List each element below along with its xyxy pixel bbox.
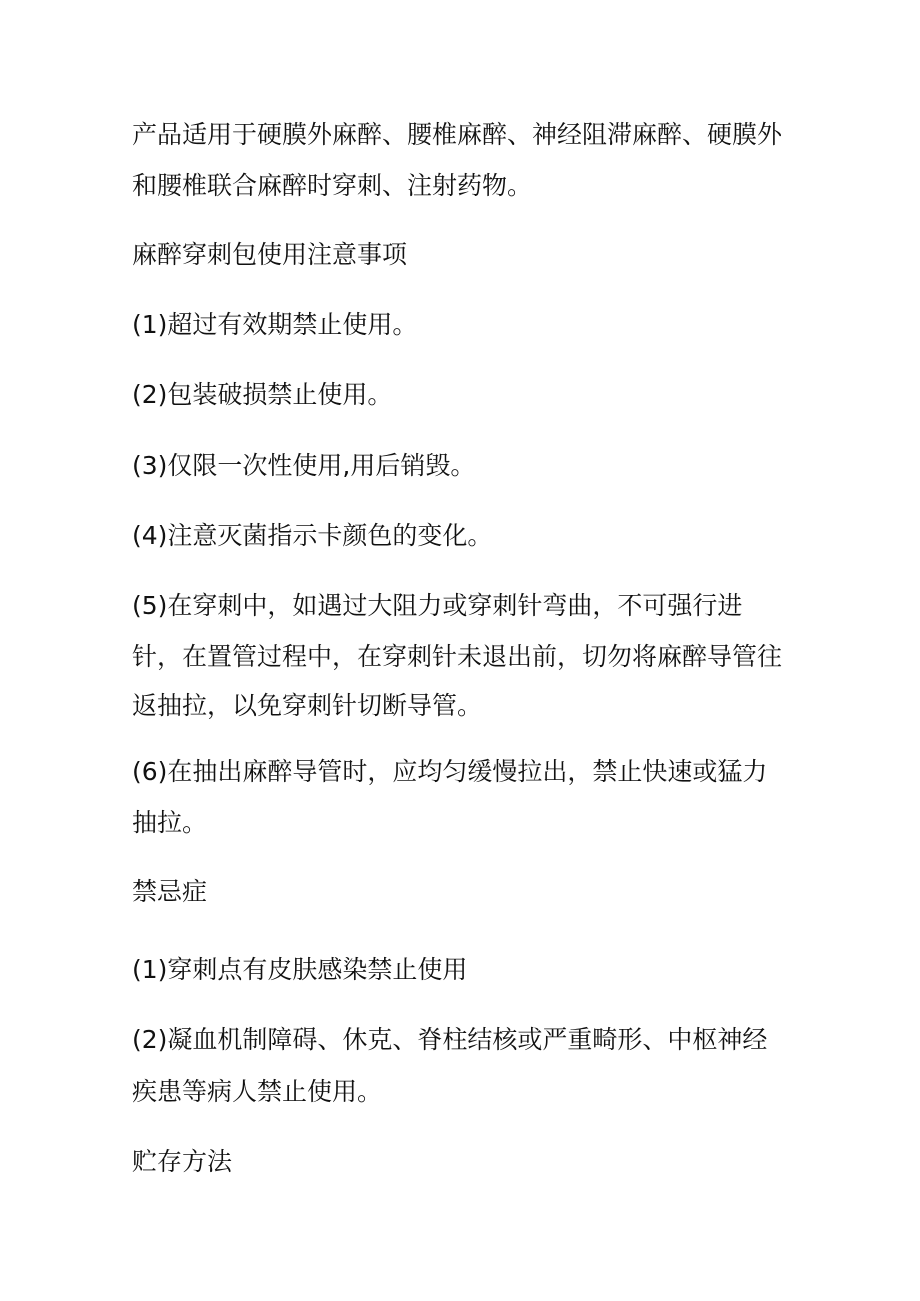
precaution-item-5-line-2: 针，在置管过程中，在穿刺针未退出前，切勿将麻醉导管往 [132, 642, 783, 671]
contraindication-item-2-line-1: (2)凝血机制障碍、休克、脊柱结核或严重畸形、中枢神经 [132, 1025, 768, 1054]
precaution-item-2: (2)包装破损禁止使用。 [132, 380, 393, 409]
intro-line-1: 产品适用于硬膜外麻醉、腰椎麻醉、神经阻滞麻醉、硬膜外 [132, 120, 783, 149]
intro-line-2: 和腰椎联合麻醉时穿刺、注射药物。 [132, 171, 533, 200]
precaution-item-6-line-1: (6)在抽出麻醉导管时，应均匀缓慢拉出，禁止快速或猛力 [132, 757, 768, 786]
contraindications-heading: 禁忌症 [132, 877, 208, 906]
precaution-item-3: (3)仅限一次性使用,用后销毁。 [132, 451, 476, 480]
contraindication-item-2-line-2: 疾患等病人禁止使用。 [132, 1077, 383, 1106]
precaution-item-4: (4)注意灭菌指示卡颜色的变化。 [132, 521, 493, 550]
precautions-heading: 麻醉穿刺包使用注意事项 [132, 240, 408, 269]
storage-heading: 贮存方法 [132, 1147, 233, 1176]
precaution-item-6-line-2: 抽拉。 [132, 808, 208, 837]
contraindication-item-1: (1)穿刺点有皮肤感染禁止使用 [132, 955, 468, 984]
precaution-item-5-line-1: (5)在穿刺中，如遇过大阻力或穿刺针弯曲，不可强行进 [132, 591, 743, 620]
precaution-item-1: (1)超过有效期禁止使用。 [132, 310, 418, 339]
precaution-item-5-line-3: 返抽拉，以免穿刺针切断导管。 [132, 691, 483, 720]
